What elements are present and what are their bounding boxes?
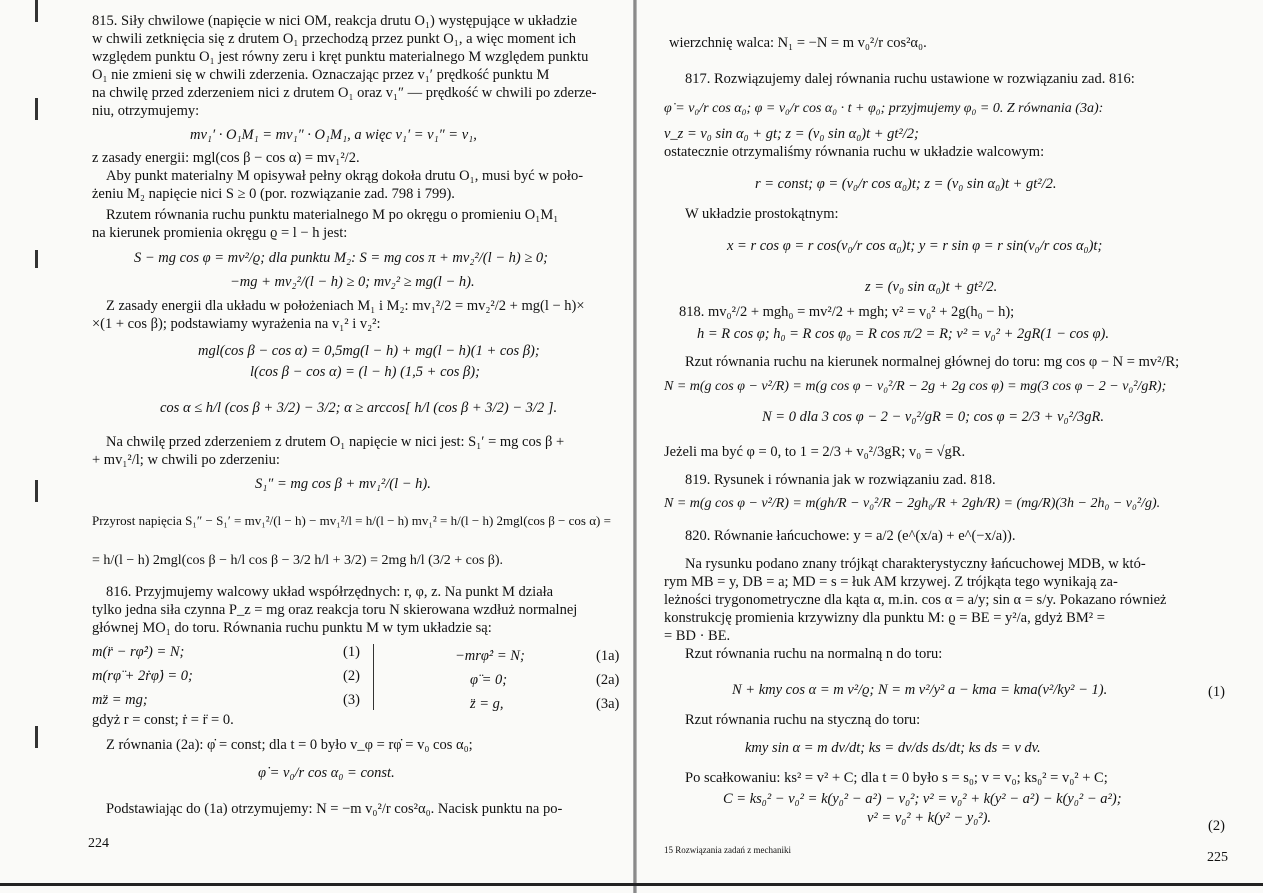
equation: 818. mv₀²/2 + mgh₀ = mv²/2 + mgh; v² = v₀² + 2g(h₀ − h); [679,304,1015,320]
equation: h = R cos φ; h₀ = R cos φ₀ = R cos π/2 = R; v² = v₀² + 2gR(1 − cos φ). [697,326,1109,342]
text-line: rym MB = y, DB = a; MD = s = łuk AM krzywej. Z trójkąta tego wynikają za- [664,574,1118,590]
text-line: z zasady energii: mgl(cos β − cos α) = mv₁²/2. [92,150,360,166]
equation-tag: (1) [1208,684,1225,700]
equation: N = m(g cos φ − v²/R) = m(gh/R − v₀²/R − 2gh₀/R + 2gh/R) = (mg/R)(3h − 2h₀ − v₀²/g). [664,496,1161,511]
equation: l(cos β − cos α) = (l − h) (1,5 + cos β); [250,364,480,380]
equation-tag: (2) [1208,818,1225,834]
equation-tag: (2a) [596,672,620,688]
text-line: ×(1 + cos β); podstawiamy wyrażenia na v₁² i v₂²: [92,316,381,332]
equation-tag: (1a) [596,648,620,664]
text-line: Rzut równania ruchu na kierunek normalnej głównej do toru: mg cos φ − N = mv²/R; [685,354,1180,370]
equation-tag: (3) [343,692,360,708]
text-line: 817. Rozwiązujemy dalej równania ruchu ustawione w rozwiązaniu zad. 816: [685,71,1135,87]
equation: mz̈ = mg; [92,692,148,708]
text-line: Na chwilę przed zderzeniem z drutem O₁ napięcie w nici jest: S₁′ = mg cos β + [106,434,565,450]
equation: kmy sin α = m dv/dt; ks = dv/ds ds/dt; ks ds = v dv. [745,740,1041,756]
equation: N + kmy cos α = m v²/ϱ; N = m v²/y² a − kma = kma(v²/ky² − 1). [732,682,1108,698]
equation: m(rφ̈ + 2ṙφ̇) = 0; [92,668,193,684]
text-line: Z równania (2a): φ̇ = const; dla t = 0 było v_φ = rφ̇ = v₀ cos α₀; [106,737,473,753]
page-number: 225 [1207,850,1228,865]
equation: −mg + mv₂²/(l − h) ≥ 0; mv₂² ≥ mg(l − h). [230,274,475,290]
text-line: na chwilę przed zderzeniem nici z drutem O₁ oraz v₁″ — prędkość w chwili po zderze- [92,85,597,101]
text-line: ostatecznie otrzymaliśmy równania ruchu w układzie walcowym: [664,144,1045,160]
text-line: głównej MO₁ do toru. Równania ruchu punktu M w tym układzie są: [92,620,492,636]
text-line: Z zasady energii dla układu w położeniach M₁ i M₂: mv₁²/2 = mv₂²/2 + mg(l − h)× [106,298,585,314]
text-line: w chwili zetknięcia się z drutem O₁ przechodzą przez punkt O₁, a więc moment ich [92,31,576,47]
text-line: leżności trygonometryczne dla kąta α, m.in. cos α = a/y; sin α = s/y. Pokazano również [664,592,1167,608]
text-line: Podstawiając do (1a) otrzymujemy: N = −m v₀²/r cos²α₀. Nacisk punktu na po- [106,801,563,817]
equation: mv₁′ · O₁M₁ = mv₁″ · O₁M₁, a więc v₁′ = v₁″ = v₁, [190,127,477,143]
equation: z = (v₀ sin α₀)t + gt²/2. [865,279,998,295]
equation: v² = v₀² + k(y² − y₀²). [867,810,992,826]
equation: N = m(g cos φ − v²/R) = m(g cos φ − v₀²/R − 2g + 2g cos φ) = mg(3 cos φ − 2 − v₀²/gR); [664,379,1167,394]
text-line: O₁ nie zmieni się w chwili zderzenia. Oznaczając przez v₁′ prędkość punktu M [92,67,550,83]
equation: φ̇ = v₀/r cos α₀; φ = v₀/r cos α₀ · t + φ₀; przyjmujemy φ₀ = 0. Z równania (3a): [664,101,1104,116]
text-line: Rzutem równania ruchu punktu materialnego M po okręgu o promieniu O₁M₁ [106,207,559,223]
equation: cos α ≤ h/l (cos β + 3/2) − 3/2; α ≥ arccos[ h/l (cos β + 3/2) − 3/2 ]. [160,400,558,416]
footer-signature: 15 Rozwiązania zadań z mechaniki [664,845,791,855]
equation: r = const; φ = (v₀/r cos α₀)t; z = (v₀ sin α₀)t + gt²/2. [755,176,1057,192]
equation: v_z = v₀ sin α₀ + gt; z = (v₀ sin α₀)t + gt²/2; [664,126,919,142]
equation: = h/(l − h) 2mgl(cos β − h/l cos β − 3/2 h/l + 3/2) = 2mg h/l (3/2 + cos β). [92,553,504,568]
equation: φ̈ = 0; [470,672,508,688]
equation: S − mg cos φ = mv²/ϱ; dla punktu M₂: S = mg cos π + mv₂²/(l − h) ≥ 0; [134,250,549,266]
text-line: Rzut równania ruchu na normalną n do toru: [685,646,943,662]
text-line: gdyż r = const; ṙ = r̈ = 0. [92,712,234,728]
system-divider [373,644,374,710]
text-line: względem punktu O₁ jest równy zeru i kręt punktu materialnego M względem punktu [92,49,589,65]
equation: S₁″ = mg cos β + mv₁²/(l − h). [255,476,431,492]
equation: mgl(cos β − cos α) = 0,5mg(l − h) + mg(l − h)(1 + cos β); [198,343,540,359]
text-line: tylko jedna siła czynna P_z = mg oraz reakcja toru N skierowana wzdłuż normalnej [92,602,578,618]
equation: −mrφ̇² = N; [455,648,525,664]
text-line: wierzchnię walca: N₁ = −N = m v₀²/r cos²α₀. [669,35,927,51]
equation: φ̇ = v₀/r cos α₀ = const. [258,765,395,781]
text-line: żeniu M₂ napięcie nici S ≥ 0 (por. rozwiązanie zad. 798 i 799). [92,186,455,202]
page-number: 224 [88,836,109,851]
text-line: Aby punkt materialny M opisywał pełny okrąg dokoła drutu O₁, musi być w poło- [106,168,584,184]
text-line: niu, otrzymujemy: [92,103,200,119]
text-line: Rzut równania ruchu na styczną do toru: [685,712,921,728]
text-line: konstrukcję promienia krzywizny dla punktu M: ϱ = BE = y²/a, gdyż BM² = [664,610,1105,626]
equation: m(r̈ − rφ̇²) = N; [92,644,185,660]
text-line: Jeżeli ma być φ = 0, to 1 = 2/3 + v₀²/3gR; v₀ = √gR. [664,444,966,460]
text-line: Po scałkowaniu: ks² = v² + C; dla t = 0 było s = s₀; v = v₀; ks₀² = v₀² + C; [685,770,1108,786]
equation-tag: (2) [343,668,360,684]
equation: z̈ = g, [470,696,504,712]
text-line: Na rysunku podano znany trójkąt charakterystyczny łańcuchowej MDB, w któ- [685,556,1146,572]
equation-tag: (1) [343,644,360,660]
text-line: 816. Przyjmujemy walcowy układ współrzędnych: r, φ, z. Na punkt M działa [106,584,554,600]
text-line: 819. Rysunek i równania jak w rozwiązaniu zad. 818. [685,472,996,488]
text-line: W układzie prostokątnym: [685,206,839,222]
text-line: 815. Siły chwilowe (napięcie w nici OM, reakcja drutu O₁) występujące w układzie [92,13,578,29]
equation: C = ks₀² − v₀² = k(y₀² − a²) − v₀²; v² = v₀² + k(y² − a²) − k(y₀² − a²); [723,791,1122,807]
equation-tag: (3a) [596,696,620,712]
text-line: = BD · BE. [664,628,731,644]
text-line: + mv₁²/l; w chwili po zderzeniu: [92,452,280,468]
text-line: na kierunek promienia okręgu ϱ = l − h jest: [92,225,348,241]
right-page [637,0,1263,893]
text-line: 820. Równanie łańcuchowe: y = a/2 (e^(x/a) + e^(−x/a)). [685,528,1016,544]
equation: Przyrost napięcia S₁″ − S₁′ = mv₁²/(l − h) − mv₁²/l = h/(l − h) mv₁² = h/(l − h) 2mgl(cos β − cos α) = [92,513,611,528]
equation: N = 0 dla 3 cos φ − 2 − v₀²/gR = 0; cos φ = 2/3 + v₀²/3gR. [762,409,1105,425]
equation: x = r cos φ = r cos(v₀/r cos α₀)t; y = r sin φ = r sin(v₀/r cos α₀)t; [727,238,1103,254]
